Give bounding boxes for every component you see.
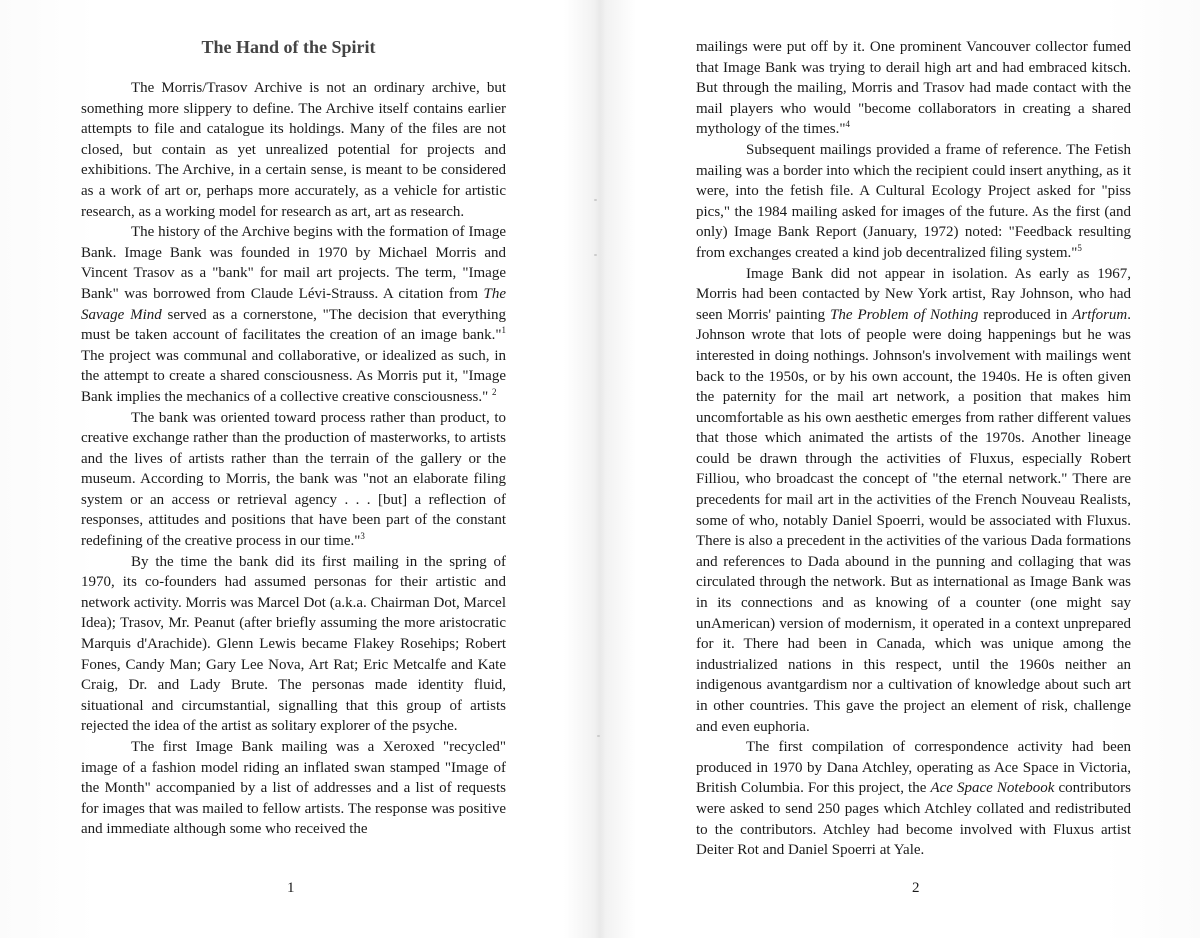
page-number-right: 2 [912, 880, 920, 896]
italic-title: Ace Space Notebook [930, 780, 1055, 797]
page-speck [594, 254, 597, 256]
paragraph-text: . Johnson wrote that lots of people were doing happenings but he was interested in doing nothings. Johnson's involvement with mailings went back to the 1950s, or by his own account, the 1940s. He is often given the paternity for the mail art network, a position that makes him uncomfortable as his own aesthetic emerges from rather different values that those which animated the artists of the 1970s. Another lineage could be drawn through the activities of Fluxus, especially Robert Filliou, who broadcast the concept of "the eternal network." There are precedents for mail art in the activities of the French Nouveau Realists, some of who, notably Daniel Spoerri, would be associated with Fluxus. There is also a precedent in the activities of the various Dada formations and references to Dada abound in the punning and collaging that was circulated through the network. But as international as Image Bank was in its connections and as knowing of a counter (one might say unAmerican) version of modernism, it operated in a context unprepared for it. There had been in Canada, which was unique among the industrialized nations in this respect, until the 1960s neither an indigenous avantgardism nor a cultivation of knowledge about such art in other countries. This gave the project an element of risk, challenge and even euphoria. [696, 306, 1131, 735]
footnote-marker: 1 [501, 325, 506, 336]
body-paragraph [696, 37, 1131, 140]
italic-title: The Problem of Nothing [830, 306, 979, 323]
right-text-column [696, 37, 1131, 861]
page-title: The Hand of the Spirit [201, 37, 376, 57]
body-paragraph [81, 222, 506, 407]
italic-title: Artforum [1072, 306, 1128, 323]
page-speck [594, 199, 597, 201]
footnote-marker: 3 [360, 531, 365, 542]
paragraph-text: reproduced in [978, 306, 1073, 323]
paragraph-text: The project was communal and collaborative, or idealized as such, in the attempt to create a shared consciousness. As Morris put it, "Image Bank implies the mechanics of a collective creative consciousness." [81, 347, 506, 405]
paragraph-text: The bank was oriented toward process rather than product, to creative exchange rather than the production of masterworks, to artists and the lives of artists rather than the terrain of the gallery or the museum. According to Morris, the bank was "not an elaborate filing system or an access or retrieval agency . . . [but] a reflection of responses, attitudes and positions that have been part of the constant redefining of the creative process in our time." [81, 409, 506, 550]
footnote-marker: 5 [1077, 242, 1082, 253]
paragraph-text: The first compilation of correspondence activity had been produced in 1970 by Dana Atchley, operating as Ace Space in Victoria, British Columbia. For this project, the [696, 739, 1131, 797]
paragraph-text: mailings were put off by it. One prominent Vancouver collector fumed that Image Bank was trying to derail high art and had embraced kitsch. But through the mailing, Morris and Trasov had made contact with the mail players who would "become collaborators in creating a shared mythology of the times." [696, 39, 1131, 138]
italic-title: The Savage Mind [81, 285, 506, 323]
page-speck [597, 735, 600, 737]
body-paragraph [81, 552, 506, 737]
body-paragraph [81, 408, 506, 552]
footnote-marker: 2 [491, 386, 497, 397]
paragraph-text: served as a cornerstone, "The decision that everything must be taken account of facilitates the creation of an image bank." [81, 306, 506, 344]
paragraph-text: The Morris/Trasov Archive is not an ordinary archive, but something more slippery to define. The Archive itself contains earlier attempts to file and catalogue its holdings. Many of the files are not closed, but contain as yet unrealized potential for projects and exhibitions. The Archive, in a certain sense, is meant to be considered as a work of art or, perhaps more accurately, as a vehicle for artistic research, as a working model for research as art, art as research. [81, 80, 506, 220]
body-paragraph [81, 78, 506, 222]
body-paragraph [696, 140, 1131, 264]
body-paragraph [81, 737, 506, 840]
paragraph-text: Subsequent mailings provided a frame of reference. The Fetish mailing was a border into which the recipient could insert anything, as it were, into the fetish file. A Cultural Ecology Project asked for "piss pics," the 1984 mailing asked for images of the future. As the first (and only) Image Bank Report (January, 1972) noted: "Feedback resulting from exchanges created a kind job decentralized filing system." [696, 141, 1131, 261]
paragraph-text: By the time the bank did its first mailing in the spring of 1970, its co-founders had assumed personas for their artistic and network activity. Morris was Marcel Dot (a.k.a. Chairman Dot, Marcel Idea); Trasov, Mr. Peanut (after briefly assuming the more aristocratic Marquis d'Arachide). Glenn Lewis became Flakey Rosehips; Robert Fones, Candy Man; Gary Lee Nova, Art Rat; Eric Metcalfe and Kate Craig, Dr. and Lady Brute. The personas made identity fluid, situational and circumstantial, signalling that this group of artists rejected the idea of the artist as solitary explorer of the psyche. [81, 553, 506, 735]
right-page [600, 0, 1200, 938]
body-paragraph [696, 264, 1131, 738]
paragraph-text: Image Bank did not appear in isolation. As early as 1967, Morris had been contacted by New York artist, Ray Johnson, who had seen Morris' painting [696, 265, 1131, 323]
left-text-column [81, 78, 506, 840]
paragraph-text: The first Image Bank mailing was a Xeroxed "recycled" image of a fashion model riding an inflated swan stamped "Image of the Month" accompanied by a list of addresses and a list of requests for images that was mailed to fellow artists. The response was positive and immediate although some who received the [81, 739, 506, 838]
page-number-left: 1 [287, 880, 295, 896]
body-paragraph [696, 737, 1131, 861]
paragraph-text: The history of the Archive begins with the formation of Image Bank. Image Bank was founded in 1970 by Michael Morris and Vincent Trasov as a "bank" for mail art projects. The term, "Image Bank" was borrowed from Claude Lévi-Strauss. A citation from [81, 224, 506, 302]
footnote-marker: 4 [845, 119, 850, 130]
paragraph-text: contributors were asked to send 250 pages which Atchley collated and redistributed to the contributors. Atchley had become involved with Fluxus artist Deiter Rot and Daniel Spoerri at Yale. [696, 780, 1131, 859]
